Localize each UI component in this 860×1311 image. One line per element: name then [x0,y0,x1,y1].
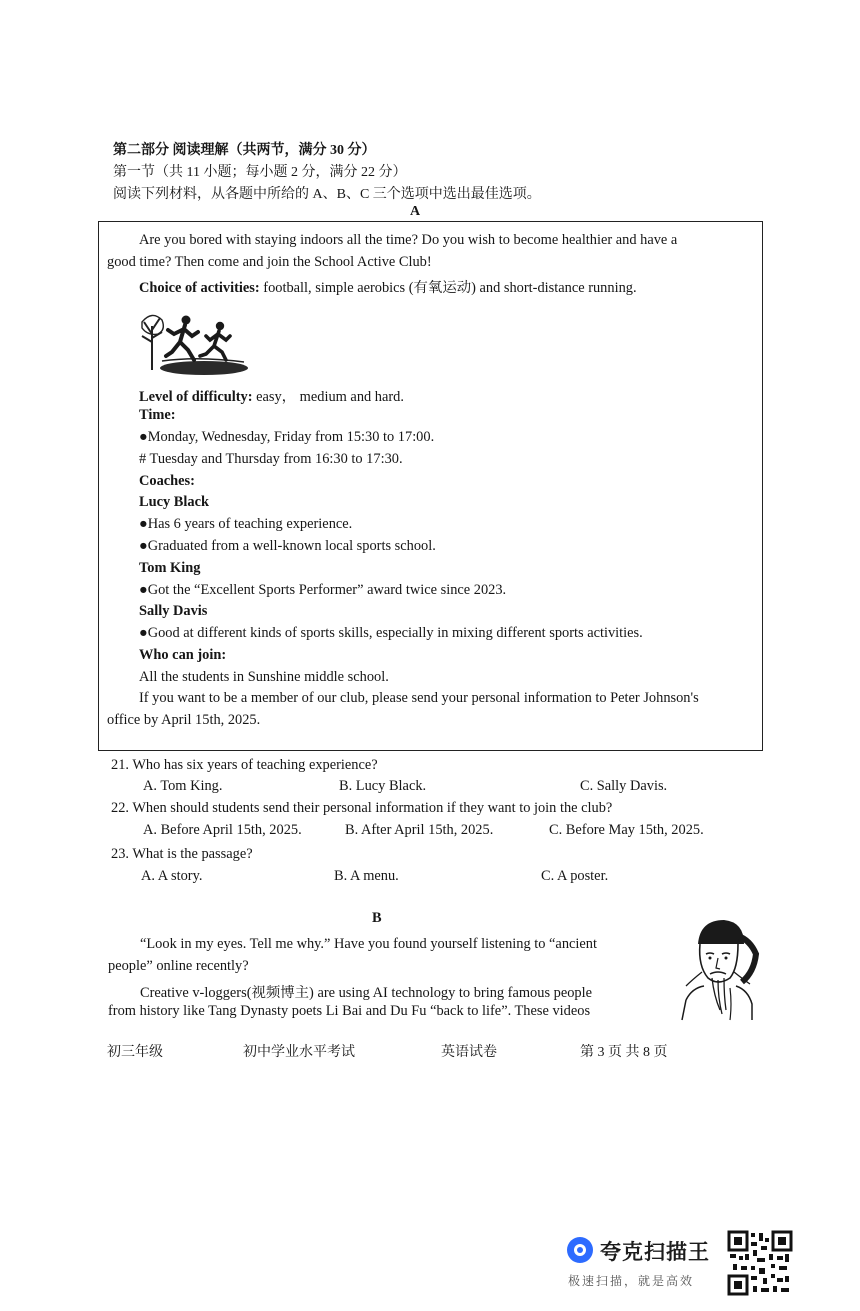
section-title: 第二部分 阅读理解（共两节，满分 30 分） [113,143,376,158]
join-text: All the students in Sunshine middle school. [139,669,389,685]
passage-b-line-1: “Look in my eyes. Tell me why.” Have you found yourself listening to “ancient [140,936,597,952]
join-label: Who can join: [139,647,227,663]
q21-option-c: C. Sally Davis. [580,778,668,794]
passage-b-line-4: from history like Tang Dynasty poets Li Bai and Du Fu “back to life”. These videos [108,1003,591,1019]
passage-b-line-3: Creative v-loggers(视频博主) are using AI technology to bring famous people [140,985,592,1001]
passage-a-label: A [410,204,421,219]
difficulty-line [139,385,404,406]
time-item-1: ●Monday, Wednesday, Friday from 15:30 to 17:00. [139,429,435,445]
ancient-poet-illustration [672,914,760,1022]
intro-line-1: Are you bored with staying indoors all the time? Do you wish to become healthier and have a [139,232,678,248]
qr-code-icon [727,1230,793,1296]
coach-1-detail-b: ●Graduated from a well-known local sports school. [139,538,436,554]
coach-1-detail-a: ●Has 6 years of teaching experience. [139,516,353,532]
passage-b-label: B [372,910,382,926]
question-22: 22. When should students send their personal information if they want to join the club? [111,800,613,816]
activities-text: football, simple aerobics (有氧运动) and short-distance running. [259,280,637,296]
q23-option-b: B. A menu. [334,868,399,884]
question-21: 21. Who has six years of teaching experience? [111,757,378,773]
footer-subject: 英语试卷 [441,1045,497,1060]
q23-option-a: A. A story. [141,868,203,884]
intro-line-2: good time? Then come and join the School Active Club! [107,254,432,270]
difficulty-label: Level of difficulty: [139,389,253,405]
activities-line [139,276,637,297]
question-23: 23. What is the passage? [111,846,253,862]
member-line-2: office by April 15th, 2025. [107,712,261,728]
q21-option-b: B. Lucy Black. [339,778,427,794]
brand-logo-icon [567,1237,593,1263]
difficulty-text: easy， medium and hard. [252,389,404,405]
q22-option-a: A. Before April 15th, 2025. [143,822,302,838]
activities-label: Choice of activities: [139,280,260,296]
coach-2-name: Tom King [139,560,201,576]
q21-option-a: A. Tom King. [143,778,223,794]
brand-slogan: 极速扫描，就是高效 [568,1274,695,1288]
q23-option-c: C. A poster. [541,868,609,884]
coach-1-name: Lucy Black [139,494,209,510]
q22-option-b: B. After April 15th, 2025. [345,822,494,838]
coach-3-detail: ●Good at different kinds of sports skills, especially in mixing different sports activities. [139,625,643,641]
passage-b-line-2: people” online recently? [108,958,249,974]
time-label: Time: [139,407,176,423]
instruction: 阅读下列材料，从各题中所给的 A、B、C 三个选项中选出最佳选项。 [113,187,541,202]
coach-3-name: Sally Davis [139,603,208,619]
q22-option-c: C. Before May 15th, 2025. [549,822,704,838]
coaches-label: Coaches: [139,473,195,489]
footer-page: 第 3 页 共 8 页 [580,1045,668,1060]
footer-grade: 初三年级 [107,1045,163,1060]
member-line-1: If you want to be a member of our club, please send your personal information to Peter Johnson's [139,690,699,706]
time-item-2: # Tuesday and Thursday from 16:30 to 17:30. [139,451,403,467]
brand-name: 夸克扫描王 [600,1240,710,1264]
runners-illustration [138,312,250,378]
subsection-title: 第一节（共 11 小题；每小题 2 分，满分 22 分） [113,165,407,180]
coach-2-detail: ●Got the “Excellent Sports Performer” award twice since 2023. [139,582,507,598]
footer-exam: 初中学业水平考试 [243,1045,355,1060]
